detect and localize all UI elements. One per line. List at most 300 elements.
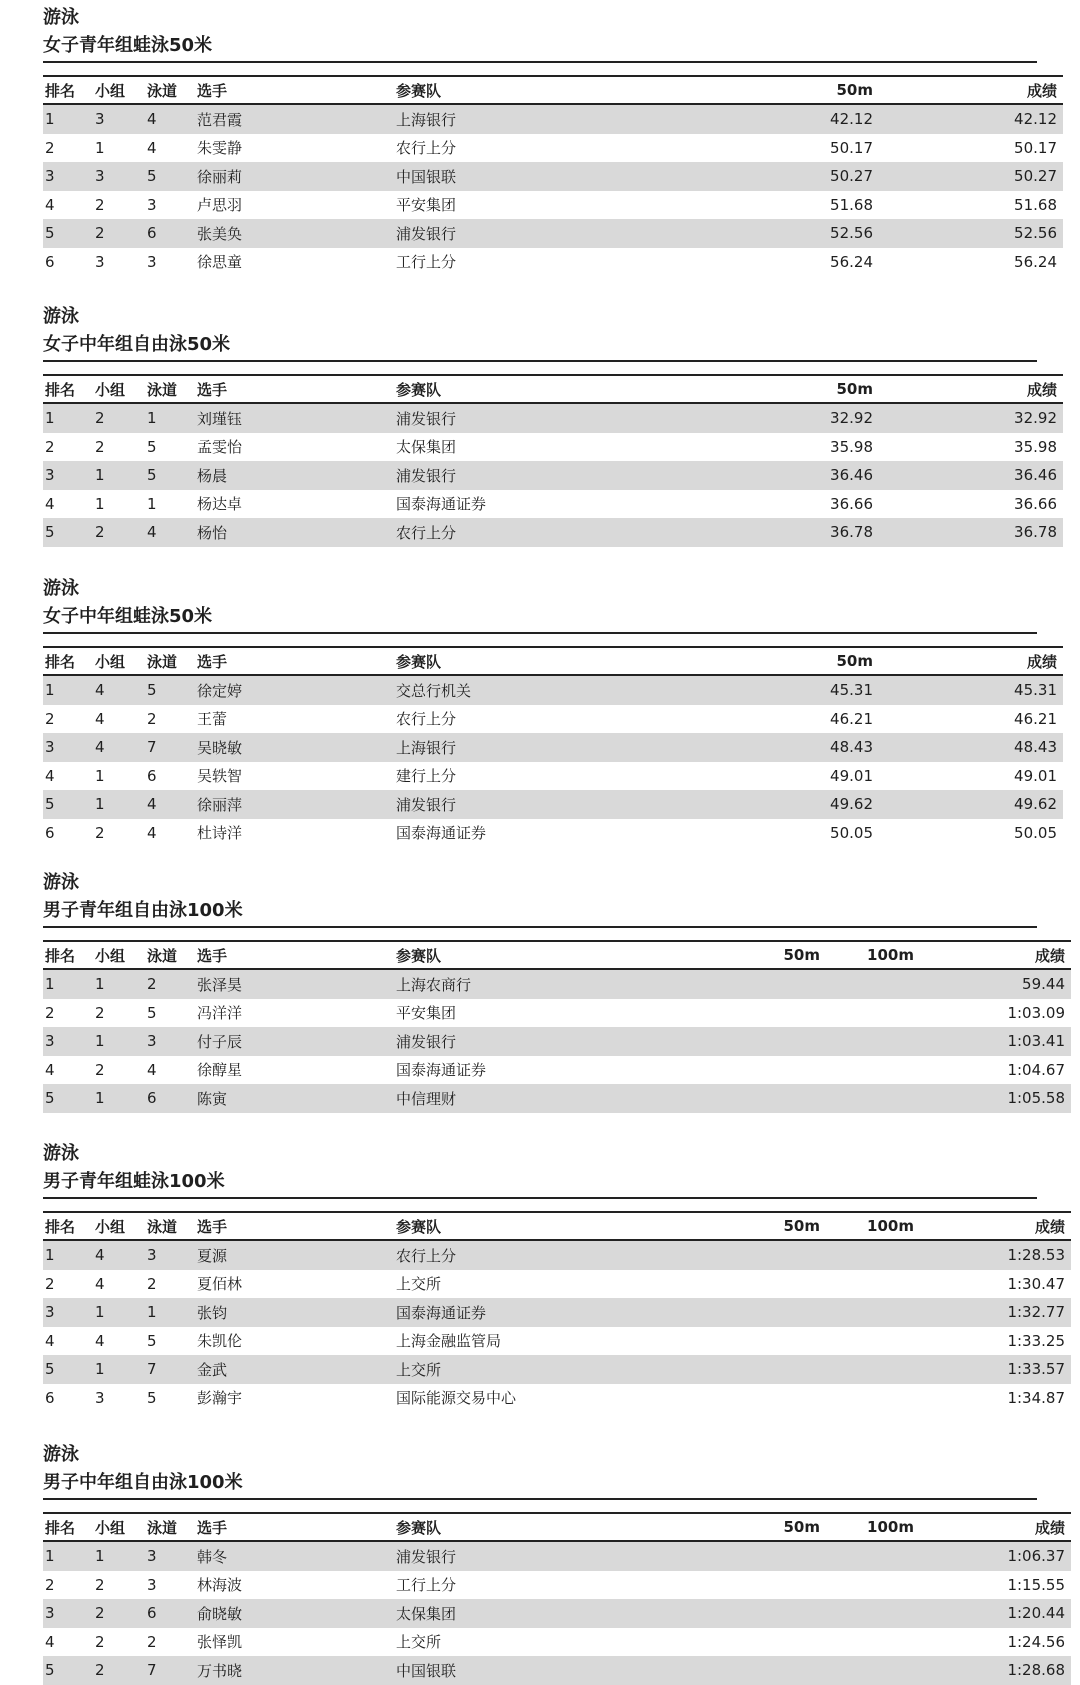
cell-swimmer: 韩冬: [195, 1541, 394, 1571]
table-header-row: [43, 76, 1063, 104]
cell-group: 2: [95, 1003, 105, 1022]
table-header-row: [43, 647, 1063, 675]
title-rule: [43, 1498, 1037, 1500]
cell-team: 平安集团: [396, 196, 457, 215]
cell-split-50m: 45.31: [745, 675, 879, 705]
cell-split-100m: [826, 1298, 920, 1327]
cell-swimmer: 金武: [195, 1355, 394, 1384]
cell-lane: 4: [147, 1060, 157, 1079]
cell-team: 浦发银行: [394, 219, 745, 248]
cell-team: 国泰海通证券: [396, 495, 487, 514]
sport-label: 游泳: [43, 306, 79, 327]
col-header-group: 小组: [93, 76, 145, 104]
cell-group: 1: [95, 494, 105, 513]
col-header-team: 参赛队: [394, 76, 745, 104]
cell-split-50m: [660, 1541, 826, 1571]
cell-lane: 1: [147, 494, 157, 513]
event-section: [43, 6, 1057, 276]
cell-lane: 3: [147, 1575, 157, 1594]
table-row: [43, 1599, 1071, 1628]
cell-team: 国泰海通证券: [396, 824, 487, 843]
cell-split-50m: [660, 969, 826, 999]
cell-team: 中国银联: [394, 162, 745, 191]
cell-team: 工行上分: [396, 253, 457, 272]
cell-split-50m: [660, 1571, 826, 1600]
cell-lane: 4: [145, 104, 195, 134]
title-rule: [43, 1197, 1037, 1199]
cell-rank: 4: [45, 494, 55, 513]
table-row: [43, 1384, 1071, 1413]
cell-group: 1: [95, 766, 105, 785]
cell-result: 36.66: [1014, 494, 1057, 513]
event-title: 女子中年组蛙泳50米: [43, 606, 213, 627]
cell-team: 上海金融监管局: [396, 1332, 502, 1351]
cell-result: 50.27: [879, 162, 1063, 191]
table-header-row: [43, 1212, 1071, 1240]
cell-split-100m: [826, 1027, 920, 1056]
cell-split-50m: [660, 1384, 826, 1413]
cell-swimmer: 张钧: [195, 1298, 394, 1327]
cell-team: 平安集团: [396, 1004, 457, 1023]
event-section: [43, 1443, 1065, 1685]
cell-rank: 5: [43, 219, 93, 248]
cell-group: 4: [95, 1331, 105, 1350]
table-row: [43, 999, 1071, 1028]
cell-split-50m: 48.43: [745, 733, 879, 762]
cell-lane: 1: [145, 1298, 195, 1327]
table-row: [43, 762, 1063, 791]
cell-rank: 2: [45, 437, 55, 456]
cell-split-100m: [826, 1240, 920, 1270]
cell-result: 1:04.67: [1007, 1060, 1065, 1079]
cell-result: 49.62: [879, 790, 1063, 819]
cell-group: 2: [95, 1060, 105, 1079]
col-header-split-50m: 50m: [660, 941, 826, 969]
cell-swimmer: 冯洋洋: [197, 1004, 243, 1023]
table-row: [43, 969, 1071, 999]
col-header-lane: 泳道: [145, 1513, 195, 1541]
table-row: [43, 1571, 1071, 1600]
cell-swimmer: 王蕾: [197, 710, 228, 729]
cell-swimmer: 杨怡: [195, 518, 394, 547]
cell-team: 农行上分: [394, 518, 745, 547]
cell-lane: 2: [147, 1632, 157, 1651]
cell-rank: 2: [45, 138, 55, 157]
cell-swimmer: 范君霞: [195, 104, 394, 134]
cell-team: 上交所: [396, 1275, 442, 1294]
cell-result: 1:28.53: [920, 1240, 1071, 1270]
sport-label: 游泳: [43, 7, 79, 28]
cell-split-100m: [826, 969, 920, 999]
cell-group: 4: [93, 1240, 145, 1270]
cell-result: 59.44: [920, 969, 1071, 999]
col-header-result: 成绩: [879, 76, 1063, 104]
cell-rank: 6: [45, 252, 55, 271]
cell-swimmer: 杨晨: [195, 461, 394, 490]
cell-lane: 7: [145, 1656, 195, 1685]
cell-split-100m: [826, 1327, 920, 1356]
cell-group: 4: [95, 1274, 105, 1293]
cell-swimmer: 徐丽莉: [195, 162, 394, 191]
cell-split-100m: [826, 1599, 920, 1628]
cell-lane: 7: [145, 1355, 195, 1384]
cell-lane: 6: [147, 766, 157, 785]
col-header-rank: 排名: [43, 76, 93, 104]
cell-split-100m: [826, 999, 920, 1028]
event-section: [43, 305, 1057, 547]
col-header-swimmer: 选手: [195, 375, 394, 403]
cell-team: 中信理财: [394, 1084, 660, 1113]
cell-split-50m: 52.56: [745, 219, 879, 248]
cell-rank: 2: [45, 1003, 55, 1022]
cell-swimmer: 彭瀚宇: [197, 1389, 243, 1408]
cell-result: 1:32.77: [920, 1298, 1071, 1327]
event-title: 女子青年组蛙泳50米: [43, 35, 213, 56]
col-header-swimmer: 选手: [195, 76, 394, 104]
cell-swimmer: 朱雯静: [197, 139, 243, 158]
cell-team: 浦发银行: [394, 790, 745, 819]
cell-result: 1:30.47: [1007, 1274, 1065, 1293]
cell-result: 56.24: [1014, 252, 1057, 271]
cell-lane: 3: [145, 1541, 195, 1571]
cell-swimmer: 徐丽萍: [195, 790, 394, 819]
cell-split-50m: 50.05: [830, 823, 873, 842]
cell-rank: 5: [43, 1084, 93, 1113]
cell-result: 1:33.25: [1007, 1331, 1065, 1350]
sport-label: 游泳: [43, 1143, 79, 1164]
cell-result: 1:06.37: [920, 1541, 1071, 1571]
cell-swimmer: 杜诗洋: [197, 824, 243, 843]
cell-result: 42.12: [879, 104, 1063, 134]
cell-rank: 2: [45, 709, 55, 728]
cell-result: 1:20.44: [920, 1599, 1071, 1628]
cell-split-100m: [826, 1656, 920, 1685]
cell-split-50m: [660, 1327, 826, 1356]
cell-group: 1: [93, 969, 145, 999]
cell-split-50m: 36.66: [830, 494, 873, 513]
table-row: [43, 134, 1063, 163]
cell-result: 52.56: [879, 219, 1063, 248]
col-header-result: 成绩: [920, 941, 1071, 969]
cell-swimmer: 吴轶智: [197, 767, 243, 786]
cell-split-100m: [826, 1541, 920, 1571]
cell-team: 农行上分: [396, 139, 457, 158]
results-table: [43, 1512, 1071, 1685]
cell-team: 太保集团: [396, 438, 457, 457]
cell-rank: 2: [45, 1274, 55, 1293]
cell-rank: 4: [45, 195, 55, 214]
cell-split-100m: [826, 1270, 920, 1299]
cell-split-50m: [660, 1599, 826, 1628]
cell-swimmer: 孟雯怡: [197, 438, 243, 457]
col-header-split-50m: 50m: [745, 76, 879, 104]
cell-team: 上海银行: [394, 733, 745, 762]
table-header-row: [43, 375, 1063, 403]
cell-group: 3: [95, 252, 105, 271]
table-row: [43, 1298, 1071, 1327]
cell-split-50m: [660, 1056, 826, 1085]
cell-split-50m: 46.21: [830, 709, 873, 728]
cell-team: 国泰海通证券: [394, 1298, 660, 1327]
cell-split-100m: [826, 1056, 920, 1085]
cell-swimmer: 万书晓: [195, 1656, 394, 1685]
cell-group: 3: [93, 162, 145, 191]
cell-team: 浦发银行: [394, 1541, 660, 1571]
cell-result: 35.98: [1014, 437, 1057, 456]
cell-rank: 6: [45, 823, 55, 842]
table-row: [43, 1027, 1071, 1056]
cell-result: 1:28.68: [920, 1656, 1071, 1685]
cell-swimmer: 徐定婷: [195, 675, 394, 705]
cell-split-50m: 56.24: [830, 252, 873, 271]
col-header-result: 成绩: [879, 375, 1063, 403]
sport-label: 游泳: [43, 872, 79, 893]
cell-split-50m: 35.98: [830, 437, 873, 456]
cell-split-50m: 36.46: [745, 461, 879, 490]
cell-group: 1: [93, 1355, 145, 1384]
table-row: [43, 490, 1063, 519]
cell-rank: 4: [45, 1331, 55, 1350]
cell-lane: 2: [147, 1274, 157, 1293]
col-header-group: 小组: [93, 1513, 145, 1541]
cell-lane: 7: [145, 733, 195, 762]
col-header-split-100m: 100m: [826, 1513, 920, 1541]
col-header-lane: 泳道: [145, 1212, 195, 1240]
cell-result: 1:03.41: [920, 1027, 1071, 1056]
cell-rank: 4: [45, 1060, 55, 1079]
cell-swimmer: 刘瑾钰: [195, 403, 394, 433]
cell-rank: 3: [43, 461, 93, 490]
cell-group: 1: [93, 461, 145, 490]
cell-team: 中国银联: [394, 1656, 660, 1685]
table-row: [43, 1656, 1071, 1685]
title-rule: [43, 61, 1037, 63]
cell-swimmer: 夏源: [195, 1240, 394, 1270]
col-header-result: 成绩: [920, 1513, 1071, 1541]
col-header-team: 参赛队: [394, 941, 660, 969]
cell-lane: 3: [147, 252, 157, 271]
cell-result: 1:05.58: [920, 1084, 1071, 1113]
cell-group: 1: [95, 138, 105, 157]
cell-rank: 3: [43, 1027, 93, 1056]
cell-swimmer: 付子辰: [195, 1027, 394, 1056]
table-row: [43, 1240, 1071, 1270]
cell-swimmer: 俞晓敏: [195, 1599, 394, 1628]
col-header-result: 成绩: [879, 647, 1063, 675]
cell-team: 工行上分: [396, 1576, 457, 1595]
cell-rank: 4: [45, 766, 55, 785]
cell-split-50m: 51.68: [830, 195, 873, 214]
table-row: [43, 1084, 1071, 1113]
cell-result: 49.01: [1014, 766, 1057, 785]
col-header-team: 参赛队: [394, 647, 745, 675]
table-row: [43, 1628, 1071, 1657]
cell-team: 国泰海通证券: [396, 1061, 487, 1080]
cell-team: 浦发银行: [394, 1027, 660, 1056]
cell-swimmer: 吴晓敏: [195, 733, 394, 762]
cell-split-50m: 42.12: [745, 104, 879, 134]
cell-lane: 6: [145, 1599, 195, 1628]
cell-split-50m: [660, 1628, 826, 1657]
col-header-swimmer: 选手: [195, 647, 394, 675]
col-header-rank: 排名: [43, 1513, 93, 1541]
col-header-split-50m: 50m: [660, 1212, 826, 1240]
cell-lane: 5: [145, 461, 195, 490]
cell-lane: 6: [145, 219, 195, 248]
cell-team: 太保集团: [394, 1599, 660, 1628]
cell-rank: 1: [43, 969, 93, 999]
cell-rank: 1: [43, 1541, 93, 1571]
cell-rank: 3: [43, 733, 93, 762]
cell-team: 农行上分: [394, 1240, 660, 1270]
cell-group: 2: [95, 437, 105, 456]
cell-lane: 3: [145, 1240, 195, 1270]
cell-lane: 5: [147, 1388, 157, 1407]
cell-swimmer: 卢思羽: [197, 196, 243, 215]
cell-group: 1: [93, 1541, 145, 1571]
cell-group: 4: [93, 675, 145, 705]
event-section: [43, 871, 1065, 1113]
cell-swimmer: 徐思童: [197, 253, 243, 272]
cell-swimmer: 朱凯伦: [197, 1332, 243, 1351]
cell-group: 4: [93, 733, 145, 762]
col-header-split-50m: 50m: [745, 375, 879, 403]
table-row: [43, 191, 1063, 220]
cell-rank: 1: [43, 1240, 93, 1270]
cell-split-50m: [660, 1240, 826, 1270]
cell-lane: 4: [147, 138, 157, 157]
cell-split-50m: [660, 1298, 826, 1327]
cell-rank: 4: [45, 1632, 55, 1651]
col-header-result: 成绩: [920, 1212, 1071, 1240]
cell-split-50m: [660, 999, 826, 1028]
cell-rank: 5: [43, 790, 93, 819]
col-header-lane: 泳道: [145, 375, 195, 403]
col-header-rank: 排名: [43, 375, 93, 403]
event-section: [43, 1142, 1065, 1412]
cell-lane: 6: [145, 1084, 195, 1113]
cell-result: 45.31: [879, 675, 1063, 705]
table-row: [43, 1541, 1071, 1571]
col-header-rank: 排名: [43, 1212, 93, 1240]
col-header-lane: 泳道: [145, 76, 195, 104]
cell-group: 2: [95, 823, 105, 842]
cell-result: 50.17: [1014, 138, 1057, 157]
sport-label: 游泳: [43, 1444, 79, 1465]
cell-lane: 5: [147, 437, 157, 456]
col-header-team: 参赛队: [394, 1513, 660, 1541]
cell-group: 1: [93, 790, 145, 819]
cell-lane: 4: [147, 823, 157, 842]
table-row: [43, 219, 1063, 248]
cell-split-50m: [660, 1355, 826, 1384]
cell-rank: 3: [43, 1298, 93, 1327]
event-section: [43, 577, 1057, 847]
col-header-group: 小组: [93, 1212, 145, 1240]
cell-rank: 2: [45, 1575, 55, 1594]
cell-group: 1: [93, 1084, 145, 1113]
table-row: [43, 790, 1063, 819]
col-header-split-100m: 100m: [826, 941, 920, 969]
cell-split-100m: [826, 1571, 920, 1600]
cell-result: 36.46: [879, 461, 1063, 490]
cell-swimmer: 徐醇星: [197, 1061, 243, 1080]
table-row: [43, 104, 1063, 134]
cell-split-50m: [660, 1270, 826, 1299]
cell-lane: 1: [145, 403, 195, 433]
cell-team: 上海农商行: [394, 969, 660, 999]
event-title: 女子中年组自由泳50米: [43, 334, 231, 355]
cell-result: 36.78: [879, 518, 1063, 547]
col-header-swimmer: 选手: [195, 941, 394, 969]
cell-swimmer: 张泽昊: [195, 969, 394, 999]
cell-swimmer: 夏佰林: [197, 1275, 243, 1294]
table-row: [43, 518, 1063, 547]
col-header-rank: 排名: [43, 941, 93, 969]
cell-rank: 1: [43, 403, 93, 433]
cell-swimmer: 杨达卓: [197, 495, 243, 514]
table-row: [43, 1355, 1071, 1384]
cell-rank: 1: [43, 104, 93, 134]
cell-group: 2: [95, 1575, 105, 1594]
col-header-group: 小组: [93, 375, 145, 403]
table-row: [43, 403, 1063, 433]
table-row: [43, 248, 1063, 277]
title-rule: [43, 360, 1037, 362]
cell-split-100m: [826, 1084, 920, 1113]
table-row: [43, 1270, 1071, 1299]
cell-rank: 1: [43, 675, 93, 705]
cell-lane: 5: [147, 1331, 157, 1350]
event-title: 男子青年组蛙泳100米: [43, 1171, 225, 1192]
cell-group: 1: [93, 1027, 145, 1056]
cell-result: 1:03.09: [1007, 1003, 1065, 1022]
cell-group: 4: [95, 709, 105, 728]
cell-team: 农行上分: [396, 710, 457, 729]
table-row: [43, 705, 1063, 734]
cell-group: 2: [93, 518, 145, 547]
cell-lane: 4: [145, 518, 195, 547]
cell-result: 48.43: [879, 733, 1063, 762]
table-row: [43, 675, 1063, 705]
cell-team: 建行上分: [396, 767, 457, 786]
col-header-lane: 泳道: [145, 941, 195, 969]
cell-rank: 5: [43, 1355, 93, 1384]
cell-result: 1:24.56: [1007, 1632, 1065, 1651]
table-header-row: [43, 941, 1071, 969]
cell-team: 浦发银行: [394, 403, 745, 433]
cell-split-50m: [660, 1656, 826, 1685]
col-header-lane: 泳道: [145, 647, 195, 675]
cell-lane: 4: [145, 790, 195, 819]
cell-group: 2: [93, 403, 145, 433]
title-rule: [43, 632, 1037, 634]
cell-swimmer: 张美奂: [195, 219, 394, 248]
cell-swimmer: 张怿凯: [197, 1633, 243, 1652]
cell-lane: 5: [145, 162, 195, 191]
cell-split-50m: 36.78: [745, 518, 879, 547]
cell-group: 1: [93, 1298, 145, 1327]
sport-label: 游泳: [43, 578, 79, 599]
event-title: 男子中年组自由泳100米: [43, 1472, 243, 1493]
col-header-swimmer: 选手: [195, 1212, 394, 1240]
cell-group: 2: [95, 1632, 105, 1651]
cell-result: 1:34.87: [1007, 1388, 1065, 1407]
results-table: [43, 940, 1071, 1113]
cell-lane: 3: [145, 1027, 195, 1056]
cell-rank: 6: [45, 1388, 55, 1407]
cell-lane: 5: [147, 1003, 157, 1022]
